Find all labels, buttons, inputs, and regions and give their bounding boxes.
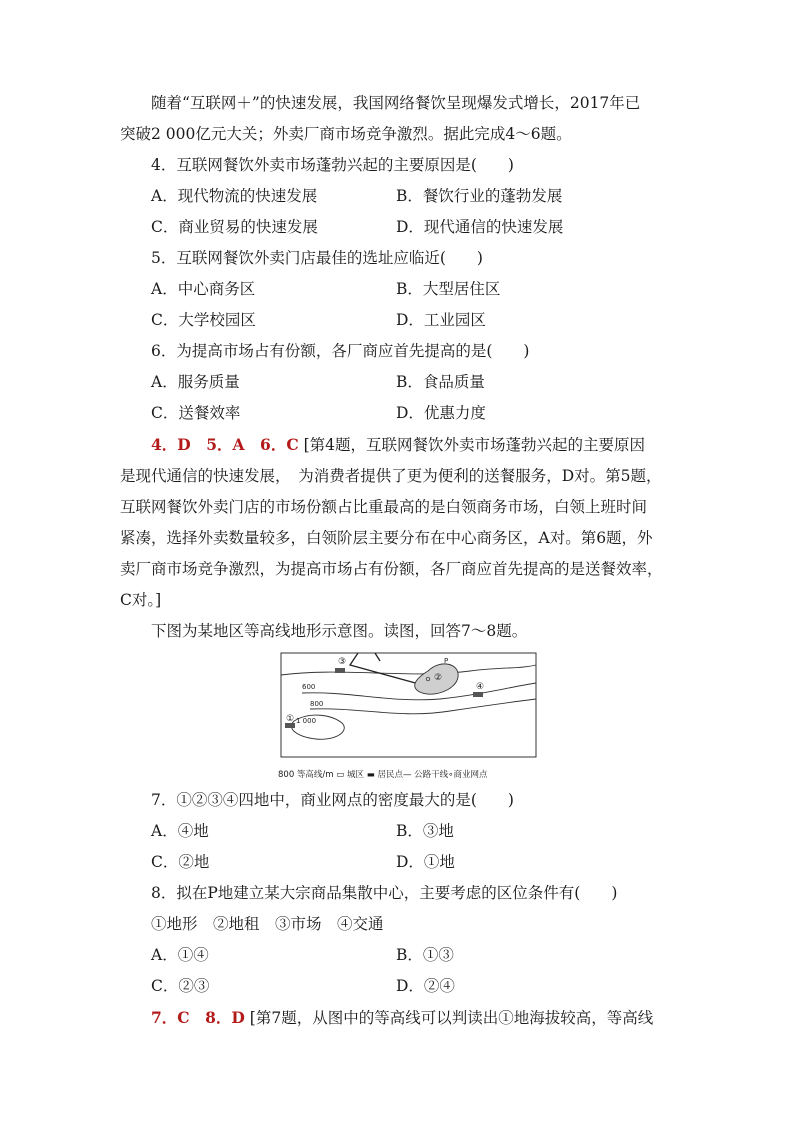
option-4c: C．商业贸易的快速发展 (151, 218, 318, 236)
option-6a: A．服务质量 (151, 373, 240, 391)
question-5-stem: 5．互联网餐饮外卖门店最佳的选址应临近( ) (151, 249, 483, 267)
answer-explanation-2: [第7题，从图中的等高线可以判读出①地海拔较高，等高线 (249, 1009, 654, 1027)
map-legend: 800 等高线/m ▭ 城区 ▬ 居民点— 公路干线∘商业网点 (278, 770, 488, 780)
option-4d: D．现代通信的快速发展 (396, 218, 564, 236)
answer-explanation-1: [第4题，互联网餐饮外卖市场蓬勃兴起的主要原因 (303, 436, 646, 454)
option-6d: D．优惠力度 (396, 404, 486, 422)
option-7b: B．③地 (396, 822, 454, 840)
intro-line-2: 突破2 000亿元大关；外卖厂商市场竞争激烈。据此完成4～6题。 (120, 125, 572, 143)
settlement-3-marker (335, 668, 345, 673)
document-page (120, 88, 680, 1034)
answer-block-2-line-1 (120, 1002, 680, 1034)
question-6-options-row-2 (120, 398, 680, 429)
question-8-items: ①地形 ②地租 ③市场 ④交通 (151, 915, 384, 933)
option-5a: A．中心商务区 (151, 280, 256, 298)
label-site-3: ③ (338, 657, 347, 667)
question-7-stem: 7．①②③④四地中，商业网点的密度最大的是( ) (151, 791, 514, 809)
option-8b: B．①③ (396, 946, 454, 964)
option-7d: D．①地 (396, 853, 455, 871)
contour-line-800 (310, 699, 536, 714)
question-6-options-row-1 (120, 367, 680, 398)
question-4-options-row-1 (120, 181, 680, 212)
label-site-2: ② (434, 673, 443, 683)
label-contour-1000: 1 000 (296, 717, 317, 725)
option-5d: D．工业园区 (396, 311, 486, 329)
option-6b: B．食品质量 (396, 373, 485, 391)
label-contour-800: 800 (310, 700, 324, 708)
option-7a: A．④地 (151, 822, 209, 840)
label-site-1: ① (286, 714, 295, 724)
answer-block-1-line-4: 紧凑，选择外卖数量较多，白领阶层主要分布在中心商务区，A对。第6题，外 (120, 529, 653, 547)
option-7c: C．②地 (151, 853, 210, 871)
option-4a: A．现代物流的快速发展 (151, 187, 318, 205)
label-contour-600: 600 (302, 683, 316, 691)
question-7-options-row-1 (120, 816, 680, 847)
contour-line-top (281, 665, 536, 675)
option-5b: B．大型居住区 (396, 280, 501, 298)
contour-map (280, 651, 680, 769)
label-site-4: ④ (476, 682, 485, 692)
option-8c: C．②③ (151, 977, 210, 995)
question-4-stem: 4．互联网餐饮外卖市场蓬勃兴起的主要原因是( ) (151, 156, 514, 174)
question-4-options-row-2 (120, 212, 680, 243)
answer-key-4-6: 4．D 5．A 6．C (151, 435, 299, 454)
question-8-options-row-1 (120, 940, 680, 971)
option-8d: D．②④ (396, 977, 455, 995)
option-4b: B．餐饮行业的蓬勃发展 (396, 187, 563, 205)
answer-block-1-line-6: C对。] (120, 591, 162, 609)
label-point-p: P (444, 657, 449, 665)
answer-block-1-line-5: 卖厂商市场竞争激烈，为提高市场占有份额，各厂商应首先提高的是送餐效率， (120, 560, 663, 578)
question-5-options-row-1 (120, 274, 680, 305)
option-6c: C．送餐效率 (151, 404, 241, 422)
option-8a: A．①④ (151, 946, 209, 964)
road-line-2 (375, 653, 380, 661)
answer-block-1-line-2: 是现代通信的快速发展， 为消费者提供了更为便利的送餐服务，D对。第5题， (120, 467, 662, 485)
intro-line-1: 随着“互联网＋”的快速发展，我国网络餐饮呈现爆发式增长，2017年已 (151, 94, 641, 112)
option-5c: C．大学校园区 (151, 311, 256, 329)
question-8-options-row-2 (120, 971, 680, 1002)
settlement-4-marker (473, 692, 483, 697)
answer-block-1-line-3: 互联网餐饮外卖门店的市场份额占比重最高的是白领商务市场，白领上班时间 (120, 498, 648, 516)
question-5-options-row-2 (120, 305, 680, 336)
question-7-options-row-2 (120, 847, 680, 878)
question-8-stem: 8．拟在P地建立某大宗商品集散中心，主要考虑的区位条件有( ) (151, 884, 618, 902)
question-6-stem: 6．为提高市场占有份额，各厂商应首先提高的是( ) (151, 342, 530, 360)
answer-key-7-8: 7．C 8．D (151, 1008, 245, 1027)
intro-2: 下图为某地区等高线地形示意图。读图，回答7～8题。 (151, 622, 528, 640)
answer-block-1-line-1 (120, 429, 680, 461)
contour-map-svg (280, 651, 540, 769)
